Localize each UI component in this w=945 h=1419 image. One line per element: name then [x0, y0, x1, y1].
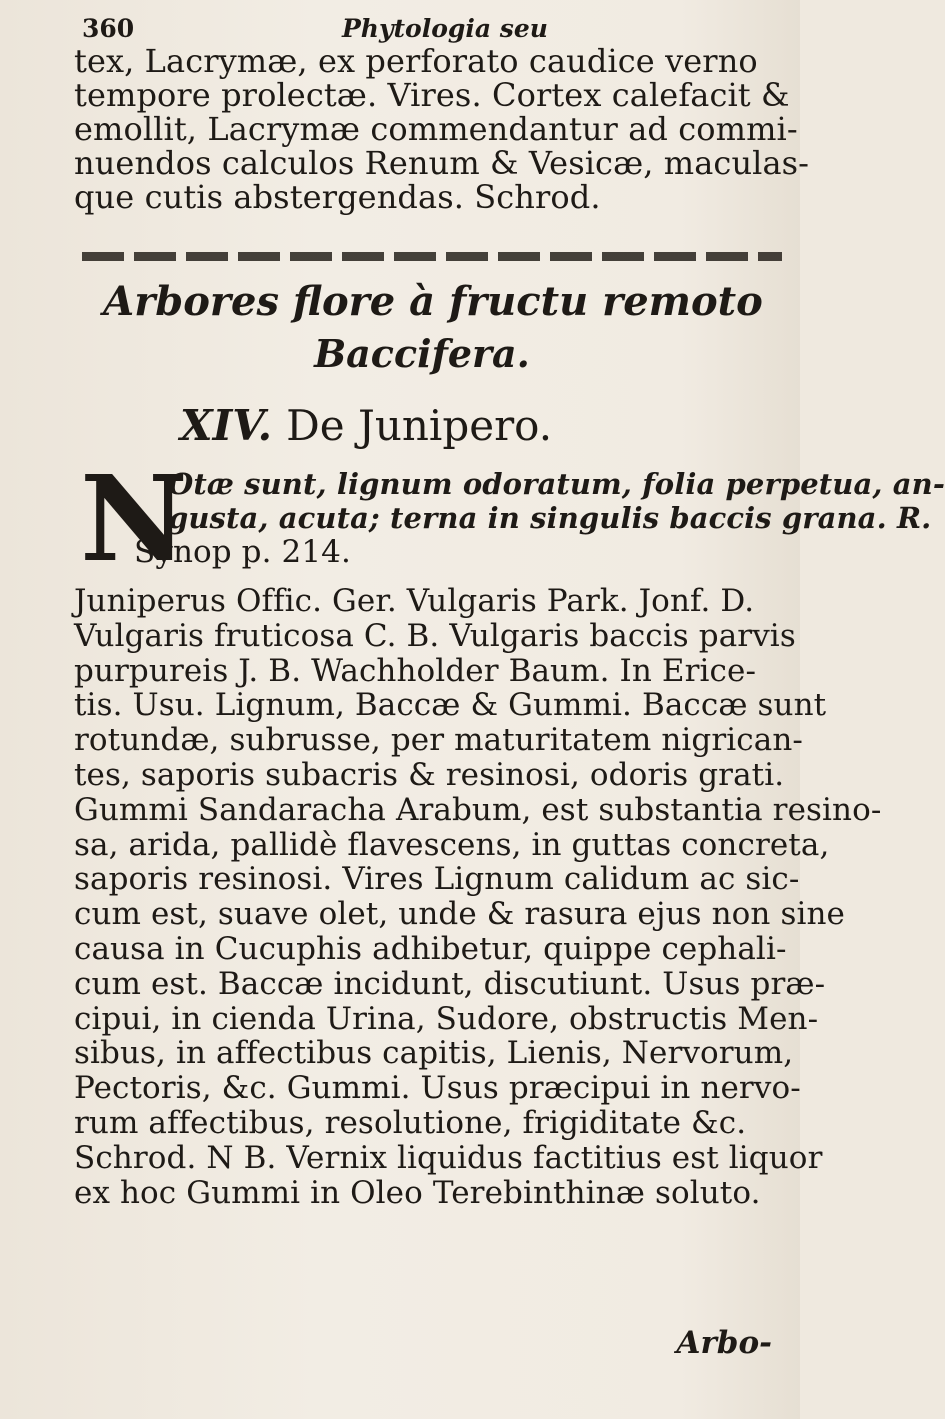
text-line: tes, saporis subacris & resinosi, odoris grati. [74, 756, 785, 793]
catchword: Arbo- [676, 1325, 772, 1361]
drop-cap: N [80, 449, 188, 588]
text-line: causa in Cucuphis adhibetur, quippe cephali- [74, 930, 787, 967]
text-line: sa, arida, pallidè flavescens, in guttas concreta, [74, 826, 830, 863]
opening-paragraph [74, 42, 810, 216]
chapter-title: De Junipero. [286, 401, 553, 450]
text-line: Gummi Sandaracha Arabum, est substantia resino- [74, 791, 882, 828]
chapter-number: XIV. [180, 401, 273, 450]
entry-intro [80, 449, 945, 588]
entry-line: gusta, acuta; terna in singulis baccis grana. R. [168, 501, 932, 535]
text-line: Vulgaris fruticosa C. B. Vulgaris baccis parvis [74, 617, 796, 654]
text-line: Juniperus Offic. Ger. Vulgaris Park. Jonf. D. [74, 583, 755, 619]
entry-line: Otæ sunt, lignum odoratum, folia perpetua, an- [168, 467, 945, 501]
entry-reference: Synop p. 214. [134, 534, 351, 570]
text-line: cipui, in cienda Urina, Sudore, obstructis Men- [74, 1000, 819, 1037]
ornamental-rule [82, 252, 782, 261]
text-line: tex, Lacrymæ, ex perforato caudice verno [74, 42, 758, 80]
section-title-line: Arbores flore à fructu remoto [103, 278, 763, 325]
main-paragraph [74, 583, 882, 1211]
text-line: saporis resinosi. Vires Lignum calidum ac sic- [74, 861, 800, 898]
page-number: 360 [82, 14, 135, 43]
text-line: Schrod. N B. Vernix liquidus factitius est liquor [74, 1139, 823, 1176]
text-line: Pectoris, &c. Gummi. Usus præcipui in nervo- [74, 1070, 801, 1107]
text-line: emollit, Lacrymæ commendantur ad commi- [74, 110, 798, 148]
text-line: que cutis abstergendas. Schrod. [74, 178, 601, 216]
text-line: sibus, in affectibus capitis, Lienis, Nervorum, [74, 1035, 794, 1072]
text-line: ex hoc Gummi in Oleo Terebinthinæ soluto. [74, 1174, 761, 1211]
section-heading [74, 276, 782, 380]
text-line: tis. Usu. Lignum, Baccæ & Gummi. Baccæ sunt [74, 687, 827, 724]
running-title: Phytologia seu [342, 14, 548, 43]
text-line: tempore prolectæ. Vires. Cortex calefacit & [74, 76, 790, 114]
text-line: nuendos calculos Renum & Vesicæ, maculas- [74, 144, 810, 182]
section-subtitle: Baccifera. [314, 331, 530, 376]
text-line: rum affectibus, resolutione, frigiditate &c. [74, 1104, 747, 1141]
text-line: cum est. Baccæ incidunt, discutiunt. Usus præ- [74, 965, 826, 1002]
text-line: cum est, suave olet, unde & rasura ejus non sine [74, 896, 845, 933]
text-line: purpureis J. B. Wachholder Baum. In Erice- [74, 652, 757, 689]
text-line: rotundæ, subrusse, per maturitatem nigrican- [74, 722, 803, 759]
chapter-heading [180, 400, 552, 452]
